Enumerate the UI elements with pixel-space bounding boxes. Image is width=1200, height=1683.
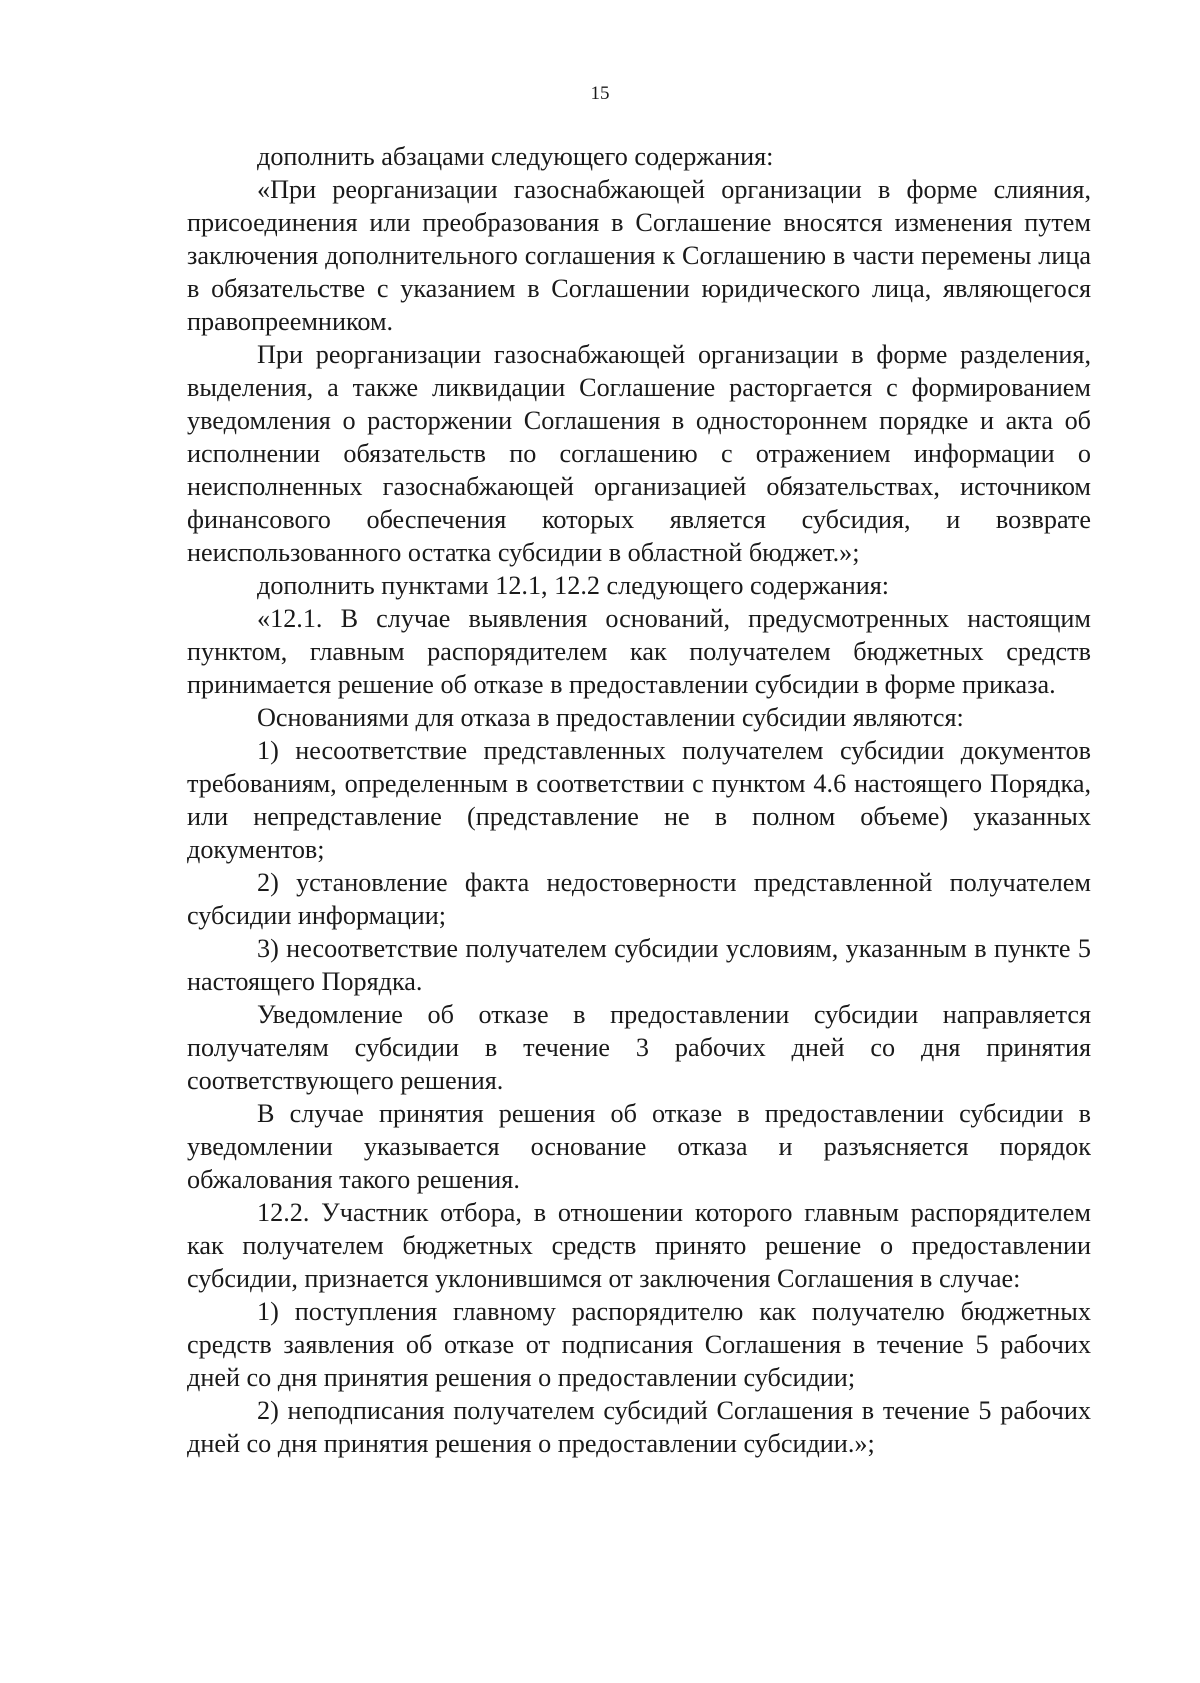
page-number: 15 [590,83,610,104]
paragraph-reorganization-merger: «При реорганизации газоснабжающей организации в форме слияния, присоединения или преобразования в Соглашение вносятся изменения путем заключения дополнительного соглашения к Соглашению в части перемены лица в обязательстве с указанием в Соглашении юридического лица, являющегося правопреемником. [187,175,1091,336]
paragraph-notification: Уведомление об отказе в предоставлении субсидии направляется получателям субсидии в течение 3 рабочих дней со дня принятия соответствующего решения. [187,1000,1091,1095]
paragraph-point-12-2: 12.2. Участник отбора, в отношении которого главным распорядителем как получателем бюджетных средств принято решение о предоставлении субсидии, признается уклонившимся от заключения Соглашения в случае: [187,1198,1091,1293]
paragraph-reorganization-division: При реорганизации газоснабжающей организации в форме разделения, выделения, а также ликвидации Соглашение расторгается с формированием уведомления о расторжении Соглашения в одностороннем порядке и акта об исполнении обязательств по соглашению с отражением информации о неисполненных газоснабжающей организацией обязательствах, источником финансового обеспечения которых является субсидия, и возврате неиспользованного остатка субсидии в областной бюджет.»; [187,340,1091,567]
list-item-evasion-2: 2) неподписания получателем субсидий Соглашения в течение 5 рабочих дней со дня принятия решения о предоставлении субсидии.»; [187,1396,1091,1458]
list-item-ground-2: 2) установление факта недостоверности представленной получателем субсидии информации; [187,868,1091,930]
document-body [187,140,1091,1460]
paragraph-refusal-grounds: Основаниями для отказа в предоставлении субсидии являются: [257,703,964,732]
paragraph-appeal: В случае принятия решения об отказе в предоставлении субсидии в уведомлении указывается основание отказа и разъясняется порядок обжалования такого решения. [187,1099,1091,1194]
paragraph-intro-abzacy: дополнить абзацами следующего содержания: [257,142,774,171]
list-item-ground-3: 3) несоответствие получателем субсидии условиям, указанным в пункте 5 настоящего Порядка. [187,934,1091,996]
paragraph-intro-points: дополнить пунктами 12.1, 12.2 следующего содержания: [257,571,890,600]
list-item-evasion-1: 1) поступления главному распорядителю как получателю бюджетных средств заявления об отказе от подписания Соглашения в течение 5 рабочих дней со дня принятия решения о предоставлении субсидии; [187,1297,1091,1392]
list-item-ground-1: 1) несоответствие представленных получателем субсидии документов требованиям, определенным в соответствии с пунктом 4.6 настоящего Порядка, или непредставление (представление не в полном объеме) указанных документов; [187,736,1091,864]
paragraph-point-12-1: «12.1. В случае выявления оснований, предусмотренных настоящим пунктом, главным распорядителем как получателем бюджетных средств принимается решение об отказе в предоставлении субсидии в форме приказа. [187,604,1091,699]
